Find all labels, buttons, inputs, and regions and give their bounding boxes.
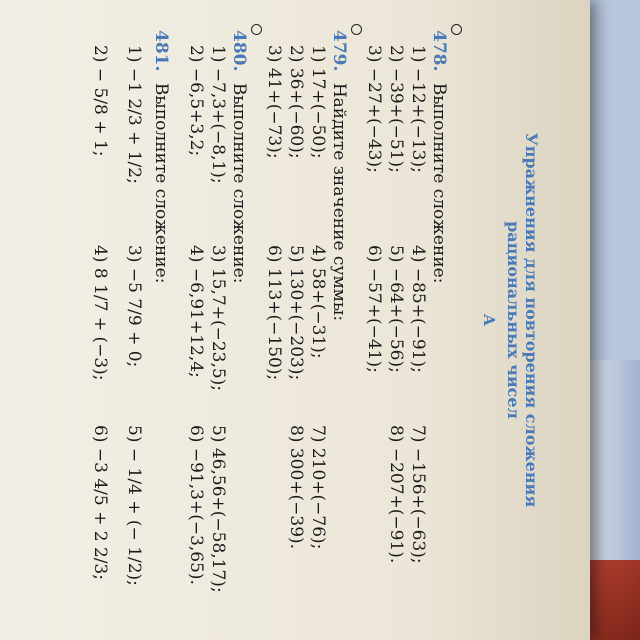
exercise-item: 3) −27+(−43); (364, 45, 384, 173)
exercise-instruction: Выполните сложение: (229, 82, 249, 284)
exercise-number: 481. (151, 30, 171, 72)
exercise-478 (428, 30, 450, 283)
exercise-instruction: Выполните сложение: (151, 82, 171, 284)
exercise-item: 2) 36+(−60); (286, 45, 306, 159)
exercise-instruction: Выполните сложение: (429, 82, 449, 284)
exercise-item: 4) −85+(−91); (408, 245, 428, 373)
exercise-item: 6) −57+(−41); (364, 245, 384, 373)
section-title-line2: рациональных чисел (504, 221, 523, 419)
exercise-item: 6) −3 4/5 + 2 2/3; (90, 425, 110, 581)
exercise-item: 3) 41+(−73); (264, 45, 284, 159)
exercise-item: 2) −6,5+3,2; (186, 45, 206, 157)
exercise-number: 478. (429, 30, 449, 72)
exercise-item: 8) 300+(−39). (286, 425, 306, 550)
exercise-481 (150, 30, 172, 283)
exercise-instruction: Найдите значение суммы: (329, 82, 349, 322)
circle-icon (451, 24, 462, 35)
exercise-item: 4) −6,91+12,4; (186, 245, 206, 378)
exercise-item: 6) 113+(−150); (264, 245, 284, 381)
exercise-item: 5) 130+(−203); (286, 245, 306, 381)
exercise-number: 479. (329, 30, 349, 72)
exercise-item: 3) −5 7/9 + 0; (124, 245, 144, 368)
section-letter: А (480, 313, 498, 327)
exercise-item: 4) 58+(−31); (308, 245, 328, 359)
exercise-item: 1) −1 2/3 + 1/2; (124, 45, 144, 184)
exercise-item: 6) −91,3+(−3,65). (186, 425, 206, 585)
exercise-item: 1) −7,3+(−8,1); (208, 45, 228, 184)
exercise-479 (328, 30, 350, 321)
section-title (480, 0, 540, 640)
exercise-480 (228, 30, 250, 283)
exercise-item: 5) − 1/4 + (− 1/2); (124, 425, 144, 586)
exercise-item: 1) 17+(−50); (308, 45, 328, 159)
exercise-item: 5) −64+(−56); (386, 245, 406, 373)
exercise-item: 8) −207+(−91). (386, 425, 406, 564)
exercise-item: 1) −12+(−13); (408, 45, 428, 173)
exercise-item: 7) 210+(−76); (308, 425, 328, 550)
exercise-item: 7) −156+(−63); (408, 425, 428, 564)
exercise-item: 5) 46,56+(−58,17); (208, 425, 228, 593)
exercise-item: 2) −39+(−51); (386, 45, 406, 173)
exercise-item: 3) 15,7+(−23,5); (208, 245, 228, 392)
exercise-item: 2) − 5/8 + 1; (90, 45, 110, 157)
section-title-line1: Упражнения для повторения сложения (522, 132, 541, 508)
exercise-number: 480. (229, 30, 249, 72)
exercise-item: 4) 8 1/7 + (−3); (90, 245, 110, 381)
circle-icon (251, 24, 262, 35)
circle-icon (351, 24, 362, 35)
